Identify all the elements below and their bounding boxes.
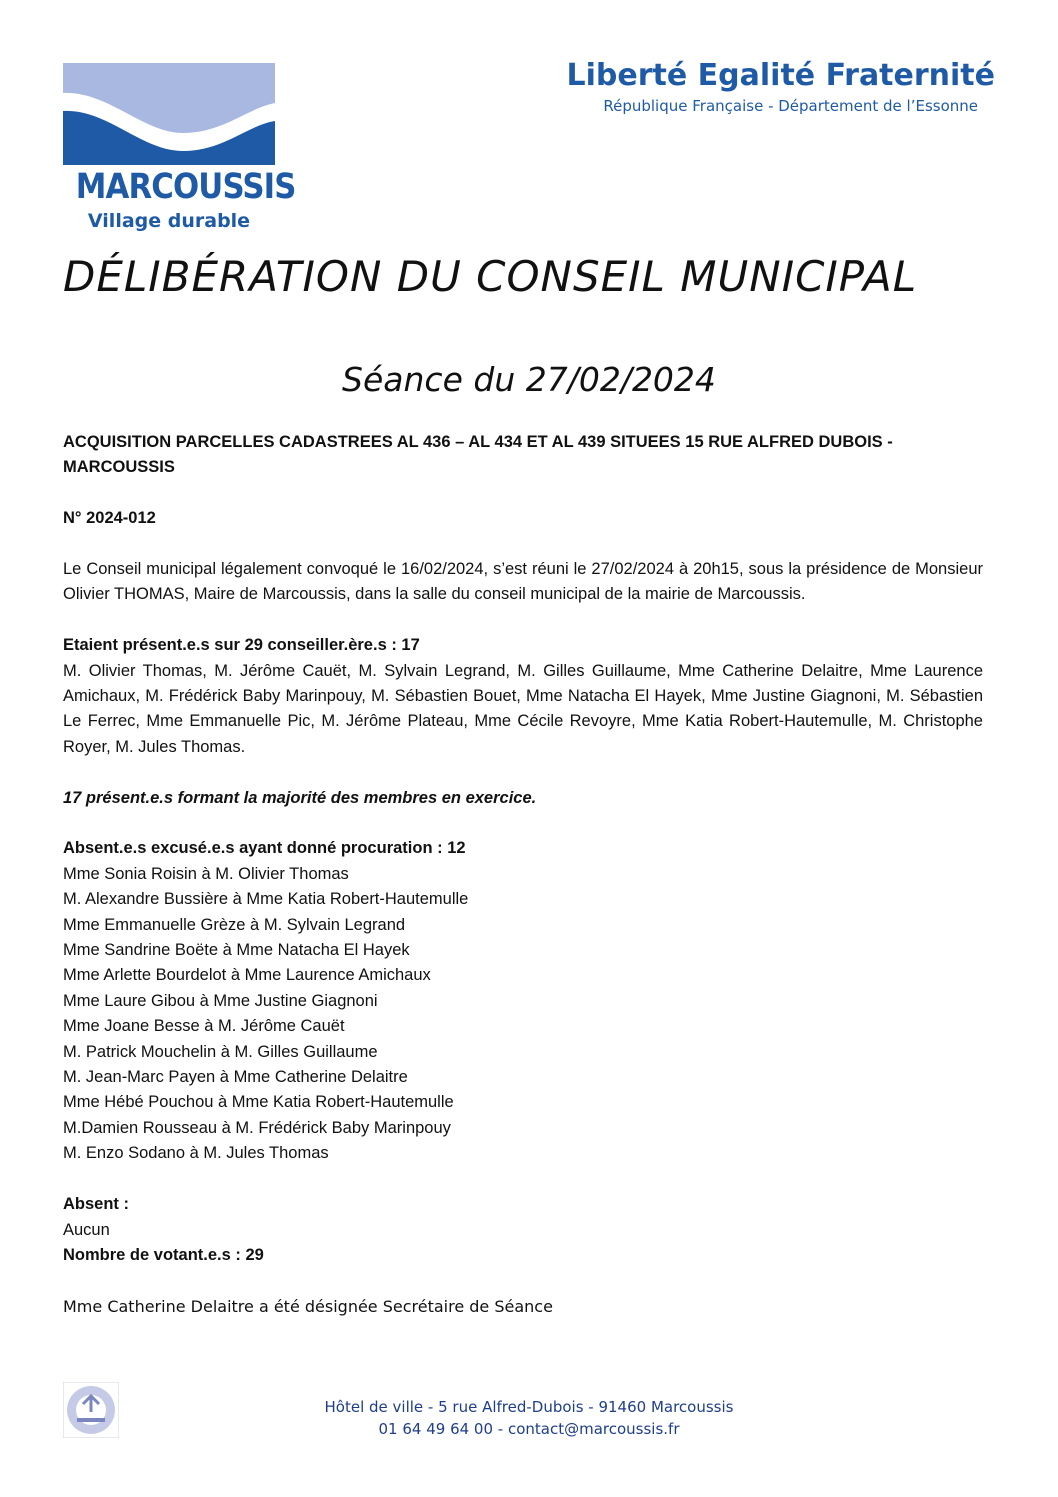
footer-address-line: Hôtel de ville - 5 rue Alfred-Dubois - 91460 Marcoussis [324,1398,734,1416]
list-item: M. Alexandre Bussière à Mme Katia Robert-Hautemulle [63,890,469,909]
list-item: M. Patrick Mouchelin à M. Gilles Guillaume [63,1042,378,1061]
list-item: Mme Hébé Pouchou à Mme Katia Robert-Hautemulle [63,1093,454,1112]
wave-icon [63,63,275,165]
deliberation-subject: ACQUISITION PARCELLES CADASTREES AL 436 – AL 434 ET AL 439 SITUEES 15 RUE ALFRED DUBOIS - MARCOUSSIS [63,433,893,477]
footer-contact-line: 01 64 49 64 00 - contact@marcoussis.fr [378,1420,680,1438]
list-item: M. Enzo Sodano à M. Jules Thomas [63,1144,329,1163]
present-heading: Etaient présent.e.s sur 29 conseiller.ère.s : 17 [63,636,420,655]
logo-name: MARCOUSSIS [75,167,296,207]
proxy-list [63,862,983,1167]
intro-paragraph: Le Conseil municipal légalement convoqué le 16/02/2024, s’est réuni le 27/02/2024 à 20h15, sous la présidence de Monsieur Olivier THOMAS, Maire de Marcoussis, dans la salle du conseil municipal de la mairie de Marcoussis. [63,560,983,604]
secretary-statement: Mme Catherine Delaitre a été désignée Secrétaire de Séance [63,1296,553,1316]
list-item: Mme Laure Gibou à Mme Justine Giagnoni [63,991,378,1010]
list-item: Mme Joane Besse à M. Jérôme Cauët [63,1017,345,1036]
majority-statement: 17 présent.e.s formant la majorité des membres en exercice. [63,788,537,807]
list-item: Mme Arlette Bourdelot à Mme Laurence Amichaux [63,966,431,985]
document-body [63,430,983,1319]
present-list: M. Olivier Thomas, M. Jérôme Cauët, M. Sylvain Legrand, M. Gilles Guillaume, Mme Catherine Delaitre, Mme Laurence Amichaux, M. Frédérick Baby Marinpouy, M. Sébastien Bouet, Mme Natacha El Hayek, Mme Justine Giagnoni, M. Sébastien Le Ferrec, Mme Emmanuelle Pic, M. Jérôme Plateau, Mme Cécile Revoyre, Mme Katia Robert-Hautemulle, M. Christophe Royer, M. Jules Thomas. [63,661,983,756]
voters-count: Nombre de votant.e.s : 29 [63,1245,264,1264]
proxy-heading: Absent.e.s excusé.e.s ayant donné procuration : 12 [63,839,466,858]
list-item: Mme Sonia Roisin à M. Olivier Thomas [63,864,349,883]
list-item: Mme Emmanuelle Grèze à M. Sylvain Legrand [63,915,406,934]
republic-subtitle: République Française - Département de l’Essonne [603,97,978,115]
list-item: Mme Sandrine Boëte à Mme Natacha El Hayek [63,941,410,960]
list-item: M.Damien Rousseau à M. Frédérick Baby Marinpouy [63,1118,451,1137]
absent-value: Aucun [63,1220,110,1239]
deliberation-number: N° 2024-012 [63,509,156,528]
list-item: M. Jean-Marc Payen à Mme Catherine Delaitre [63,1068,408,1087]
logo-tagline: Village durable [87,210,251,232]
footer-address [0,1396,1058,1440]
document-title: DÉLIBÉRATION DU CONSEIL MUNICIPAL [63,252,918,301]
session-date: Séance du 27/02/2024 [342,360,716,399]
absent-heading: Absent : [63,1195,129,1214]
marcoussis-logo [63,63,296,238]
republic-motto: Liberté Egalité Fraternité [566,58,995,93]
